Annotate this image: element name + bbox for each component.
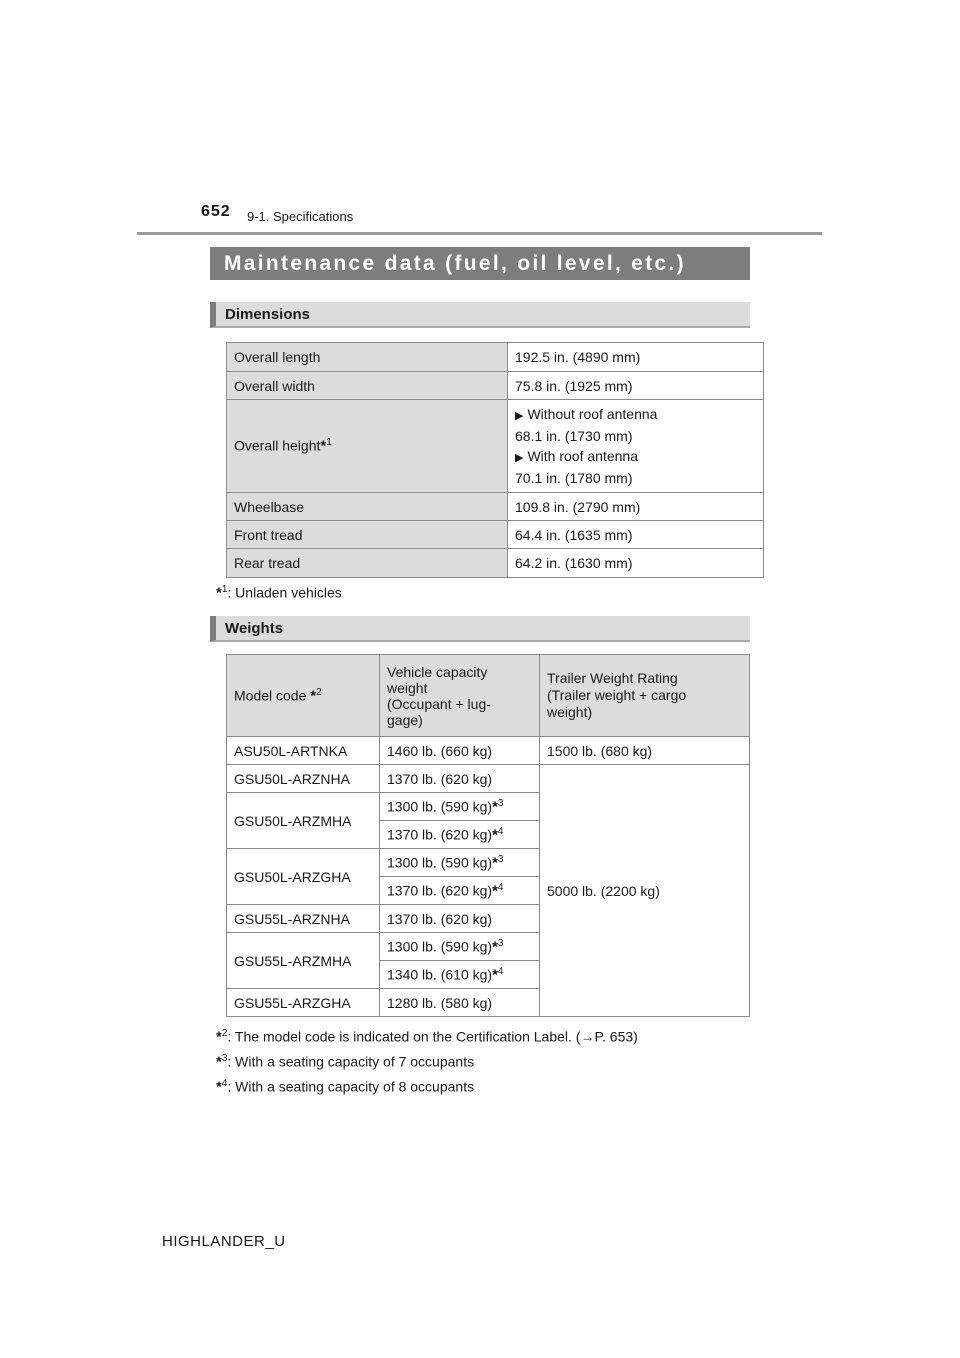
footnote-number: 1 (326, 437, 332, 449)
model-code-cell: GSU50L-ARZMHA (227, 793, 380, 849)
trailer-rating-cell: 1500 lb. (680 kg) (540, 737, 750, 765)
capacity-cell: 1460 lb. (660 kg) (380, 737, 540, 765)
dimension-value (508, 400, 764, 493)
triangle-bullet-icon: ▶ (515, 452, 524, 464)
dimension-label: Rear tread (227, 549, 508, 578)
dimension-label (227, 400, 508, 493)
without-antenna-value: 68.1 in. (1730 mm) (515, 428, 633, 444)
document-footer: HIGHLANDER_U (162, 1233, 286, 1250)
arrow-right-icon: → (580, 1028, 595, 1045)
weights-heading: Weights (210, 616, 750, 642)
table-row (227, 549, 764, 578)
dimensions-heading: Dimensions (210, 302, 750, 328)
section-reference: 9-1. Specifications (247, 209, 354, 224)
dimension-label: Overall width (227, 372, 508, 400)
column-header-capacity: Vehicle capacity weight (Occupant + lug- gage) (380, 655, 540, 737)
footnote-4: *$^4$: With a seating capacity of 8 occupants (216, 1078, 475, 1096)
capacity-cell: 1300 lb. (590 kg)*$^3$ (380, 793, 540, 821)
model-code-cell: GSU50L-ARZGHA (227, 849, 380, 905)
capacity-cell: 1370 lb. (620 kg) (380, 765, 540, 793)
triangle-bullet-icon: ▶ (515, 410, 524, 422)
dimension-label: Wheelbase (227, 493, 508, 521)
header-divider (137, 232, 822, 235)
model-code-cell: GSU55L-ARZGHA (227, 989, 380, 1017)
dimensions-table (226, 342, 764, 578)
capacity-cell: 1370 lb. (620 kg)*$^4$ (380, 821, 540, 849)
model-code-cell: GSU55L-ARZMHA (227, 933, 380, 989)
table-row (227, 400, 764, 493)
weights-table (226, 654, 750, 1017)
dimension-value: 109.8 in. (2790 mm) (508, 493, 764, 521)
table-row (227, 372, 764, 400)
footnote-1: *$^1$: Unladen vehicles (216, 584, 342, 602)
model-code-cell: ASU50L-ARTNKA (227, 737, 380, 765)
capacity-cell: 1280 lb. (580 kg) (380, 989, 540, 1017)
capacity-cell: 1340 lb. (610 kg)*$^4$ (380, 961, 540, 989)
with-antenna-value: 70.1 in. (1780 mm) (515, 470, 633, 486)
dimension-label: Front tread (227, 521, 508, 549)
capacity-cell: 1370 lb. (620 kg) (380, 905, 540, 933)
model-code-cell: GSU50L-ARZNHA (227, 765, 380, 793)
capacity-cell: 1300 lb. (590 kg)*$^3$ (380, 933, 540, 961)
table-row (227, 737, 750, 765)
dimension-value: 64.2 in. (1630 mm) (508, 549, 764, 578)
table-row (227, 765, 750, 793)
table-row (227, 521, 764, 549)
dimension-value: 64.4 in. (1635 mm) (508, 521, 764, 549)
model-code-cell: GSU55L-ARZNHA (227, 905, 380, 933)
capacity-cell: 1370 lb. (620 kg)*$^4$ (380, 877, 540, 905)
column-header-trailer: Trailer Weight Rating (Trailer weight + cargo weight) (540, 655, 750, 737)
overall-height-label: Overall height (234, 437, 321, 454)
page-reference-link[interactable]: P. 653) (594, 1028, 638, 1045)
page-title: Maintenance data (fuel, oil level, etc.) (210, 247, 750, 280)
dimension-value: 192.5 in. (4890 mm) (508, 343, 764, 372)
footnote-2: *$^2$: The model code is indicated on the Certification Label. (→P. 653) (216, 1028, 638, 1046)
table-row (227, 343, 764, 372)
column-header-model: Model code *$^2$ (227, 655, 380, 737)
table-row (227, 493, 764, 521)
capacity-cell: 1300 lb. (590 kg)*$^3$ (380, 849, 540, 877)
dimension-value: 75.8 in. (1925 mm) (508, 372, 764, 400)
footnote-marker: * (320, 437, 327, 455)
table-header-row (227, 655, 750, 737)
with-antenna-label: With roof antenna (527, 448, 638, 464)
dimension-label: Overall length (227, 343, 508, 372)
shared-trailer-rating-cell: 5000 lb. (2200 kg) (540, 765, 750, 1017)
without-antenna-label: Without roof antenna (527, 406, 658, 422)
page-number: 652 (201, 203, 231, 220)
footnote-3: *$^3$: With a seating capacity of 7 occupants (216, 1053, 475, 1071)
